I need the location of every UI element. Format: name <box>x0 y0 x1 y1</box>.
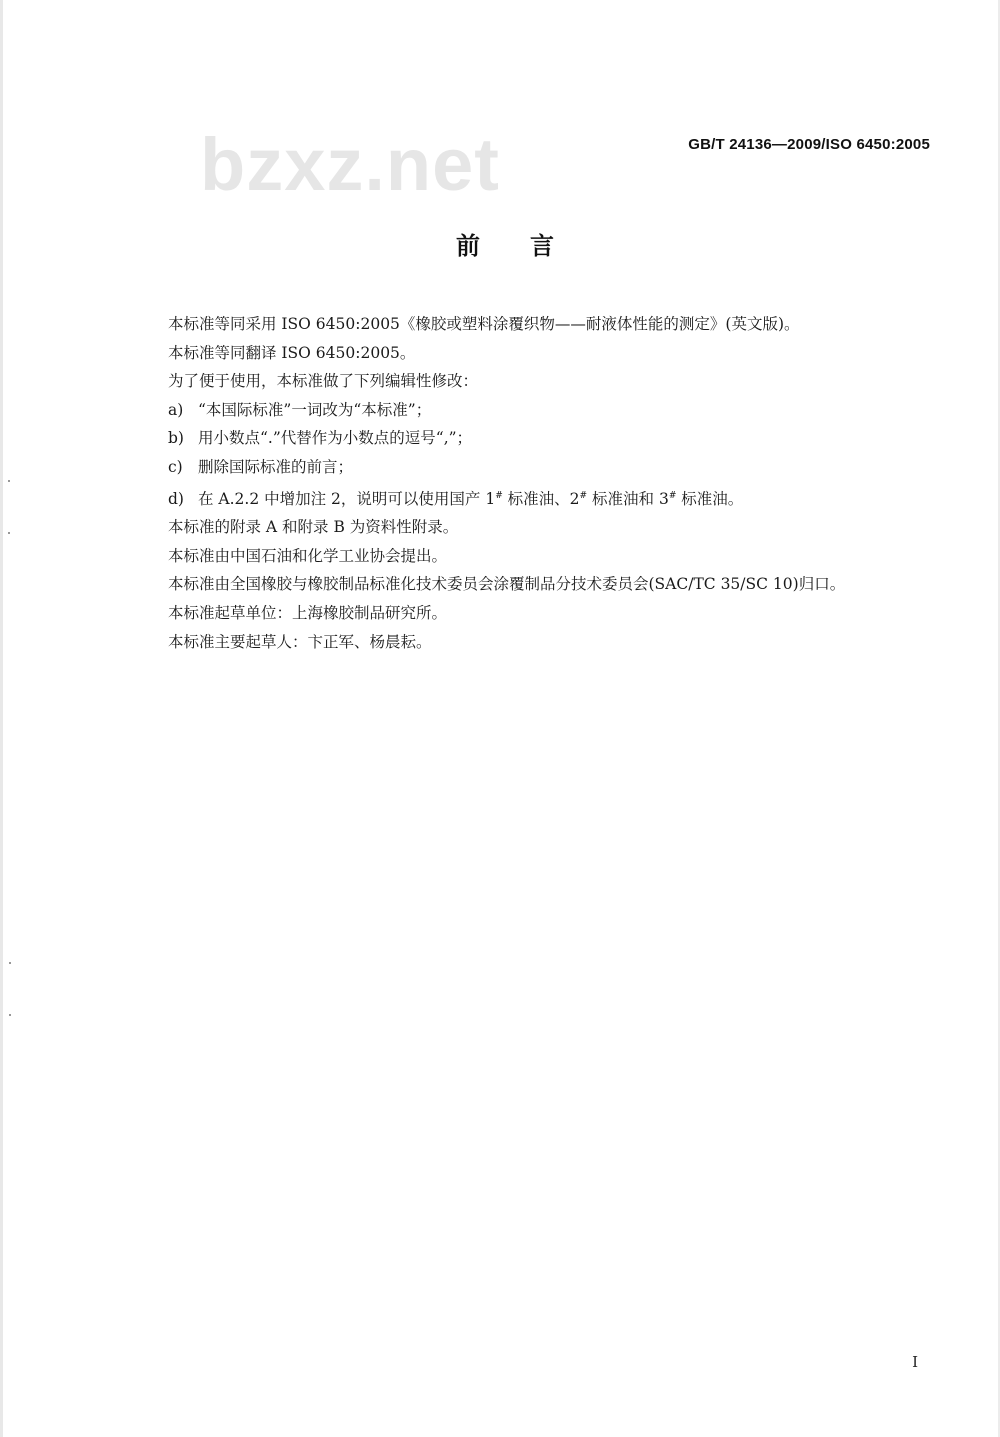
paragraph-drafters: 本标准主要起草人：卞正军、杨晨耘。 <box>168 632 432 651</box>
list-item-text: 标准油和 3 <box>587 489 669 508</box>
superscript-mark: # <box>495 490 503 501</box>
list-marker: c) <box>168 457 183 476</box>
list-item <box>133 482 933 514</box>
superscript-mark: # <box>668 490 677 501</box>
scan-speck <box>9 1014 11 1016</box>
paragraph-translation: 本标准等同翻译 ISO 6450:2005。 <box>168 343 416 362</box>
page-number: I <box>912 1353 918 1371</box>
paragraph-adoption: 本标准等同采用 ISO 6450:2005《橡胶或塑料涂覆织物——耐液体性能的测定》(英文版)。 <box>168 315 800 333</box>
standard-code: GB/T 24136—2009/ISO 6450:2005 <box>688 136 930 153</box>
superscript-mark: # <box>579 490 588 501</box>
list-marker: a) <box>168 400 184 419</box>
list-item-text: 标准油。 <box>676 489 744 508</box>
list-item <box>133 424 933 453</box>
paragraph-proposer: 本标准由中国石油和化学工业协会提出。 <box>168 546 448 565</box>
paragraph-modifications-intro: 为了便于使用，本标准做了下列编辑性修改： <box>168 372 479 391</box>
paragraph-annexes: 本标准的附录 A 和附录 B 为资料性附录。 <box>168 518 459 537</box>
list-item <box>133 396 933 425</box>
page-title: 前言 <box>456 232 604 260</box>
list-item-text: 在 A.2.2 中增加注 2，说明可以使用国产 1 <box>198 489 496 508</box>
paragraph-drafting-unit: 本标准起草单位：上海橡胶制品研究所。 <box>168 603 448 622</box>
watermark: bzxz.net <box>200 123 500 206</box>
list-marker: d) <box>168 489 184 508</box>
list-item-text: 删除国际标准的前言； <box>198 457 354 476</box>
paragraph-committee: 本标准由全国橡胶与橡胶制品标准化技术委员会涂覆制品分技术委员会(SAC/TC 35/SC 10)归口。 <box>168 575 846 594</box>
page-edge-left <box>0 0 3 1437</box>
list-marker: b) <box>168 429 184 448</box>
foreword-body <box>133 310 933 656</box>
scan-speck <box>8 532 10 534</box>
scan-speck <box>9 962 11 964</box>
list-item-text: 标准油、2 <box>502 489 580 508</box>
list-item-text: “本国际标准”一词改为“本标准”； <box>198 400 432 419</box>
scan-speck <box>8 480 10 482</box>
list-item <box>133 453 933 482</box>
list-item-text: 用小数点“.”代替作为小数点的逗号“,”； <box>198 429 473 448</box>
